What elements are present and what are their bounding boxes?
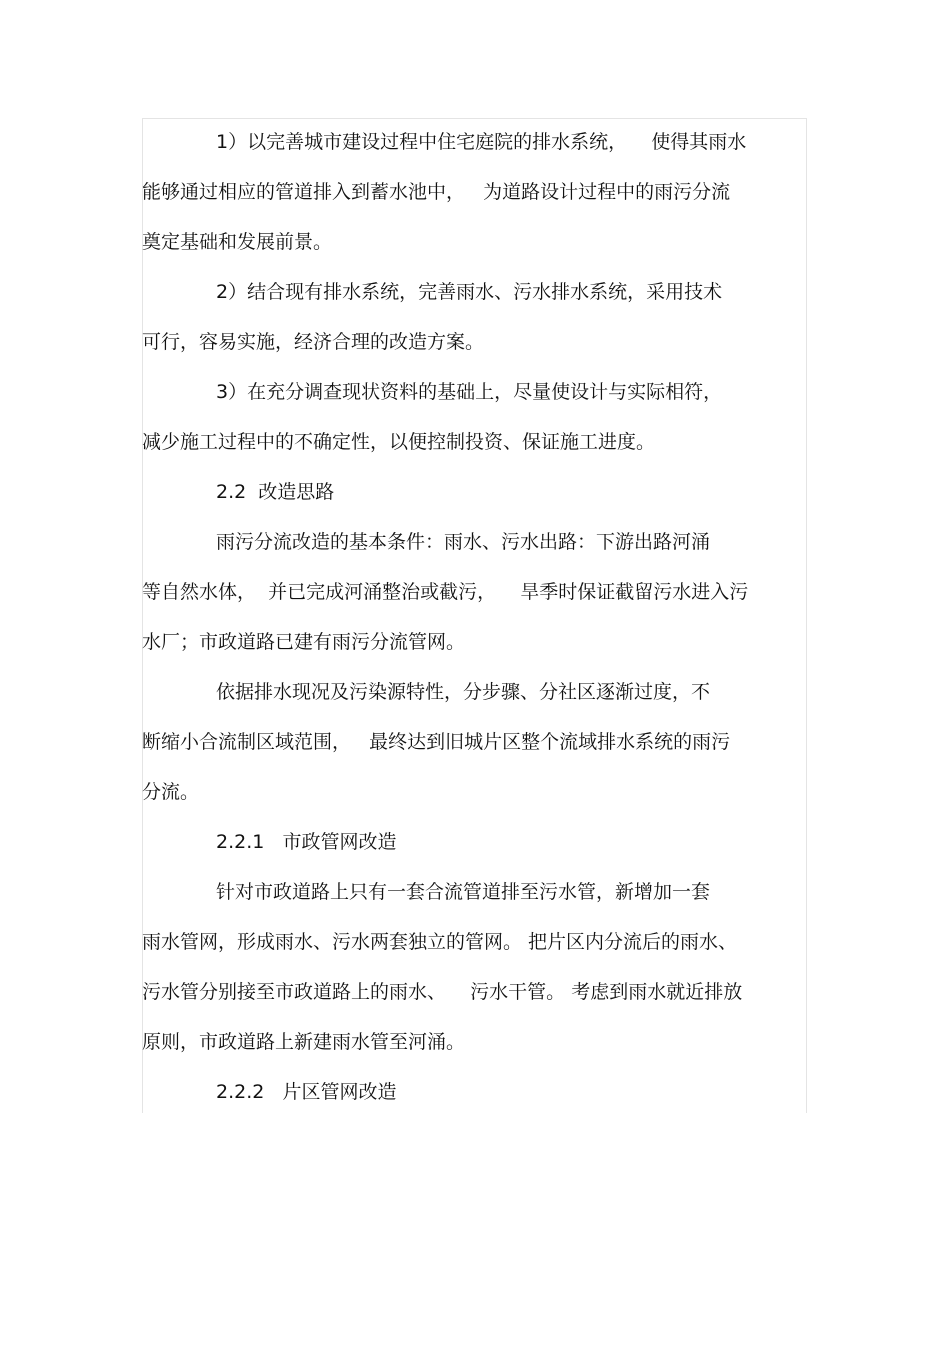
text-line: 依据排水现况及污染源特性，分步骤、分社区逐渐过度，不 <box>216 681 711 703</box>
text-line: 2）结合现有排水系统，完善雨水、污水排水系统，采用技术 <box>216 281 723 303</box>
subsection-heading: 2.2.1 市政管网改造 <box>216 831 397 853</box>
text-line: 分流。 <box>142 781 200 803</box>
text-line: 可行，容易实施，经济合理的改造方案。 <box>142 331 485 353</box>
subsection-heading: 2.2.2 片区管网改造 <box>216 1081 397 1103</box>
text-line: 原则，市政道路上新建雨水管至河涌。 <box>142 1031 466 1053</box>
text-line: 雨污分流改造的基本条件：雨水、污水出路：下游出路河涌 <box>216 531 711 553</box>
text-line: 3）在充分调查现状资料的基础上，尽量使设计与实际相符， <box>216 381 723 403</box>
text-line: 奠定基础和发展前景。 <box>142 231 333 253</box>
text-line: 断缩小合流制区域范围， 最终达到旧城片区整个流域排水系统的雨污 <box>142 731 731 753</box>
text-line: 能够通过相应的管道排入到蓄水池中， 为道路设计过程中的雨污分流 <box>142 181 731 203</box>
page-frame <box>142 118 807 1113</box>
text-line: 等自然水体， 并已完成河涌整治或截污， 旱季时保证截留污水进入污 <box>142 581 749 603</box>
text-line: 污水管分别接至市政道路上的雨水、 污水干管。 考虑到雨水就近排放 <box>142 981 743 1003</box>
text-line: 雨水管网，形成雨水、污水两套独立的管网。 把片区内分流后的雨水、 <box>142 931 738 953</box>
section-heading: 2.2 改造思路 <box>216 481 335 503</box>
text-line: 1）以完善城市建设过程中住宅庭院的排水系统， 使得其雨水 <box>216 131 747 153</box>
text-line: 水厂；市政道路已建有雨污分流管网。 <box>142 631 466 653</box>
text-line: 减少施工过程中的不确定性，以便控制投资、保证施工进度。 <box>142 431 656 453</box>
text-line: 针对市政道路上只有一套合流管道排至污水管，新增加一套 <box>216 881 711 903</box>
